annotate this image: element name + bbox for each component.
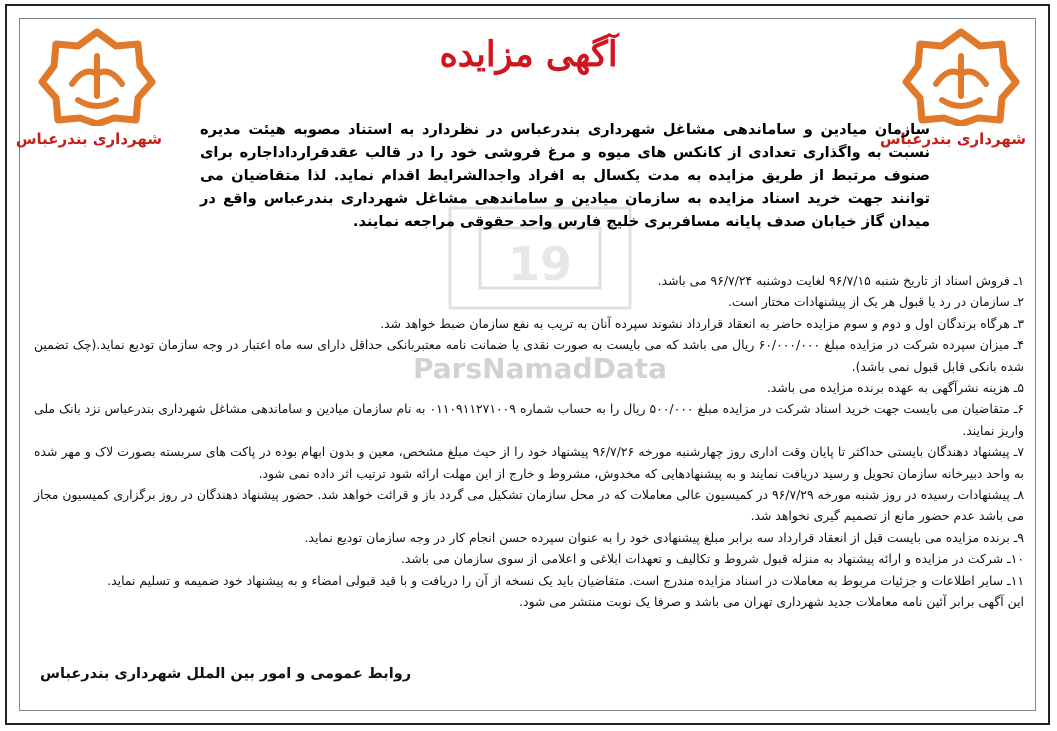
logo-caption: شهرداری بندرعباس [879, 130, 1026, 148]
notice-title: آگهی مزایده [439, 34, 618, 75]
condition-item: ۹ـ برنده مزایده می بایست قبل از انعقاد قرارداد سه برابر مبلغ پیشنهادی خود را به عنوان سپرده حسن انجام کار در وجه سازمان تودیع نماید. [304, 529, 1024, 545]
condition-item: این آگهی برابر آئین نامه معاملات جدید شهرداری تهران می باشد و صرفا یک نوبت منتشر می شود. [519, 594, 1024, 610]
notice-conditions-list [34, 270, 1024, 613]
municipality-emblem-icon [902, 26, 1020, 126]
condition-item: ۵ـ هزینه نشرآگهی به عهده برنده مزایده می باشد. [766, 380, 1024, 396]
condition-item: ۴ـ میزان سپرده شرکت در مزایده مبلغ ۶۰/۰۰۰/۰۰۰ ریال می باشد که می بایست به صورت نقدی یا ضمانت نامه معتبربانکی حداقل دارای سه ماه اعتبار در وجه سازمان تودیع نماید.(چک تضمین شده بانکی قابل قبول نمی باشد). [34, 337, 1025, 374]
municipality-logo-left [15, 26, 162, 148]
svg-text:19: 19 [507, 237, 573, 291]
condition-item: ۱ـ فروش اسناد از تاریخ شنبه ۹۶/۷/۱۵ لغایت دوشنبه ۹۶/۷/۲۴ می باشد. [657, 273, 1024, 288]
condition-item: ۶ـ متقاضیان می بایست جهت خرید اسناد شرکت در مزایده مبلغ ۵۰۰/۰۰۰ ریال را به حساب شماره ۰۱۱۰۹۱۱۲۷۱۰۰۹ به نام سازمان میادین و ساماندهی مشاغل شهرداری بندرعباس نزد بانک ملی واریز نمایند. [34, 401, 1024, 438]
condition-item: ۷ـ پیشنهاد دهندگان بایستی حداکثر تا پایان وقت اداری روز چهارشنبه مورخه ۹۶/۷/۲۶ پیشنهاد خود را از حیث مبلغ مشخص، معین و بدون ابهام بوده در پاکت های سربسته بصورت لاک و مهر شده به واحد دبیرخانه سازمان تحویل و رسید دریافت نمایند و به پیشنهادهایی که مخدوش، مشروط و خارج از این مهلت ارائه شود ترتیب اثر داده نمی شود. [34, 444, 1024, 481]
condition-item: ۱۱ـ سایر اطلاعات و جزئیات مربوط به معاملات در اسناد مزایده مندرج است. متقاضیان باید یک نسخه از آن را دریافت و با قید قبولی امضاء و به پیشنهاد خود ضمیمه و تسلیم نماید. [107, 572, 1024, 588]
condition-item: ۸ـ پیشنهادات رسیده در روز شنبه مورخه ۹۶/۷/۲۹ در کمیسیون عالی معاملات که در محل سازمان تشکیل می گردد باز و قرائت خواهد شد. حضور پیشنهاد دهندگان در روز برگزاری کمیسیون مجاز می باشد عدم حضور مانع از تصمیم گیری نخواهد شد. [34, 487, 1024, 524]
logo-caption: شهرداری بندرعباس [15, 130, 162, 148]
condition-item: ۱۰ـ شرکت در مزایده و ارائه پیشنهاد به منزله قبول شروط و تکالیف و تعهدات ابلاغی و اعلامی از سوی سازمان می باشد. [400, 551, 1024, 567]
condition-item: ۳ـ هرگاه برندگان اول و دوم و سوم مزایده حاضر به انعقاد قرارداد نشوند سپرده آنان به تریب به نفع سازمان ضبط خواهد شد. [380, 315, 1024, 331]
condition-item: ۲ـ سازمان در رد یا قبول هر یک از پیشنهادات مختار است. [727, 294, 1024, 310]
notice-footer-signature: روابط عمومی و امور بین الملل شهرداری بندرعباس [40, 666, 412, 682]
notice-lead-paragraph: سازمان میادین و ساماندهی مشاغل شهرداری بندرعباس در نظردارد به استناد مصوبه هیئت مدیره نسبت به واگذاری تعدادی از کانکس های میوه و مرغ فروشی خود را در قالب عقدقرارداداجاره برای صنوف مرتبط از طریق مزایده به مدت یکسال به افراد واجدالشرایط اقدام نماید. لذا متقاضیان می توانند جهت خرید اسناد مزایده به سازمان میادین و ساماندهی مشاغل شهرداری بندرعباس واقع در میدان گاز خیابان صدف پایانه مسافربری خلیج فارس واحد حقوقی مراجعه نمایند. [200, 121, 930, 230]
watermark-text: ParsNamadData [413, 352, 667, 385]
municipality-emblem-icon [38, 26, 156, 126]
